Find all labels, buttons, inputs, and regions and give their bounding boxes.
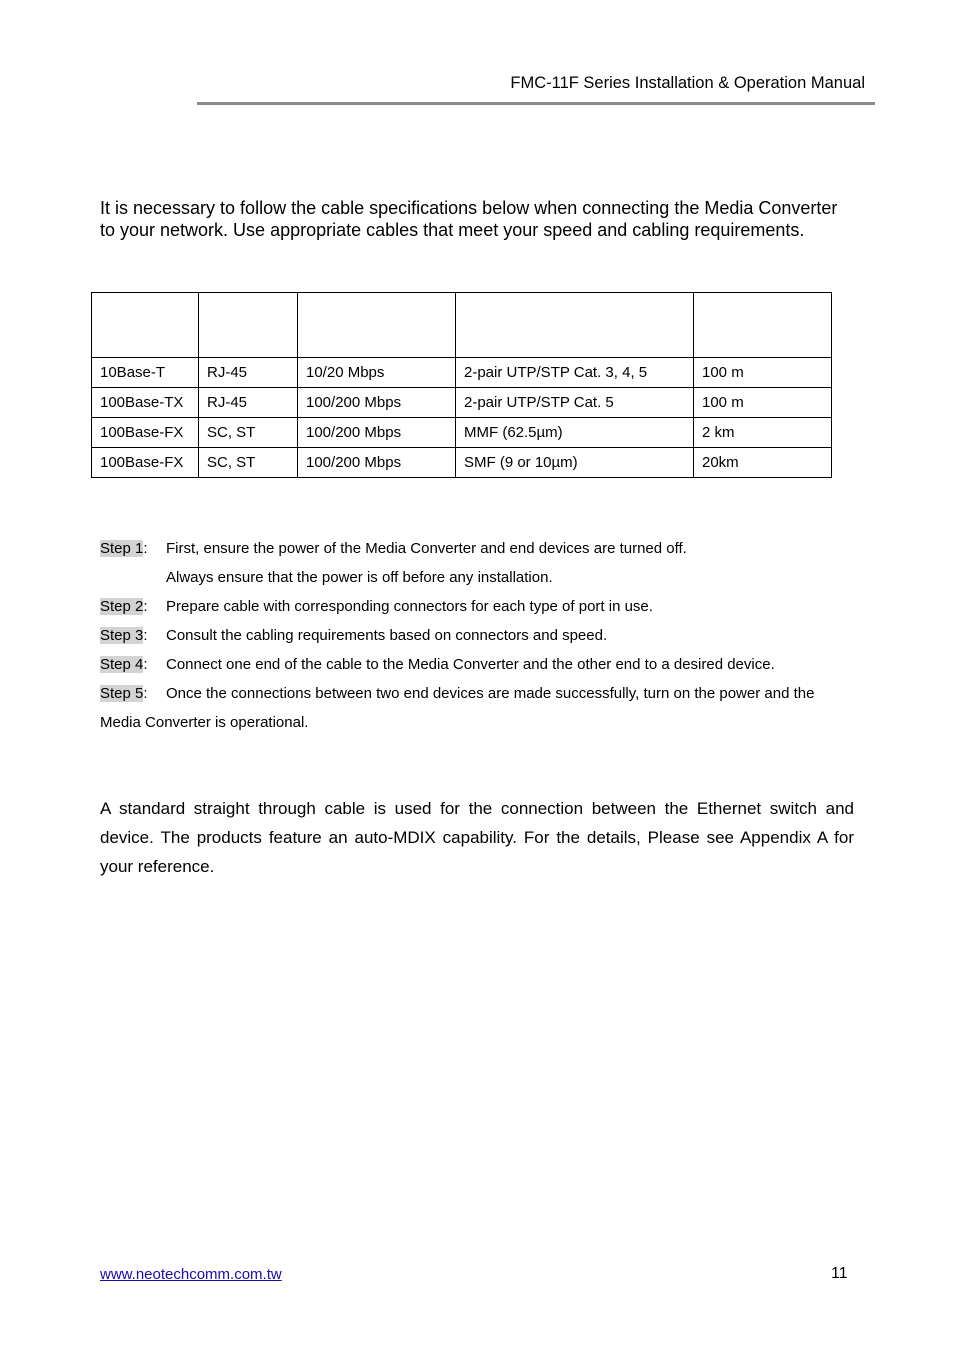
table-cell: 10Base-T [92,358,199,388]
table-row [92,358,832,388]
step-text: Consult the cabling requirements based on connectors and speed. [166,627,608,644]
step-label-text: Step 1 [100,540,144,557]
table-cell: 100 m [694,388,832,418]
step-item [100,652,860,681]
step-label: Step 3: [100,627,148,644]
step-label-text: Step 2 [100,598,144,615]
step-label: Step 4: [100,656,148,673]
table-row [92,448,832,478]
table-row [92,388,832,418]
step-item [100,536,860,565]
table-cell: 100Base-FX [92,418,199,448]
step-item [100,594,860,623]
table-cell: RJ-45 [199,358,298,388]
table-header-cell [456,293,694,358]
step-item [100,623,860,652]
table-cell: 100Base-FX [92,448,199,478]
table-cell: 10/20 Mbps [298,358,456,388]
table-cell: SMF (9 or 10µm) [456,448,694,478]
table-cell: 2 km [694,418,832,448]
footer-website-link[interactable]: www.neotechcomm.com.tw [100,1266,282,1283]
step-label-text: Step 3 [100,627,144,644]
table-cell: SC, ST [199,418,298,448]
step-text: First, ensure the power of the Media Converter and end devices are turned off. [166,540,687,557]
table-cell: MMF (62.5µm) [456,418,694,448]
page-number: 11 [831,1265,848,1282]
step-label-text: Step 5 [100,685,144,702]
table-cell: RJ-45 [199,388,298,418]
table-cell: 100 m [694,358,832,388]
cable-spec-table [91,292,832,478]
step-label: Step 1: [100,540,148,557]
table-cell: SC, ST [199,448,298,478]
table-header-cell [199,293,298,358]
step-text: Once the connections between two end devices are made successfully, turn on the power and the [166,685,815,702]
step-label: Step 5: [100,685,148,702]
table-cell: 2-pair UTP/STP Cat. 5 [456,388,694,418]
cable-paragraph: A standard straight through cable is used for the connection between the Ethernet switch and device. The products feature an auto-MDIX capability. For the details, Please see Appendix A for your reference. [100,799,854,876]
table-row [92,418,832,448]
table-header-cell [92,293,199,358]
step-text: Connect one end of the cable to the Media Converter and the other end to a desired device. [166,656,775,673]
header-title: FMC-11F Series Installation & Operation Manual [510,74,865,92]
step-continuation: Always ensure that the power is off before any installation. [166,569,553,586]
table-cell: 100Base-TX [92,388,199,418]
table-cell: 100/200 Mbps [298,388,456,418]
step-item [100,681,860,710]
step-label: Step 2: [100,598,148,615]
table-header-row [92,293,832,358]
step-text: Prepare cable with corresponding connectors for each type of port in use. [166,598,653,615]
table-cell: 2-pair UTP/STP Cat. 3, 4, 5 [456,358,694,388]
table-header-cell [298,293,456,358]
table-header-cell [694,293,832,358]
step-continuation: Media Converter is operational. [100,714,309,731]
header-rule [197,102,875,105]
table-cell: 100/200 Mbps [298,418,456,448]
intro-paragraph: It is necessary to follow the cable specifications below when connecting the Media Converter to your network. Use appropriate cables that meet your speed and cabling requirements. [100,198,838,240]
installation-steps [100,536,860,739]
step-label-text: Step 4 [100,656,144,673]
table-cell: 20km [694,448,832,478]
table-cell: 100/200 Mbps [298,448,456,478]
